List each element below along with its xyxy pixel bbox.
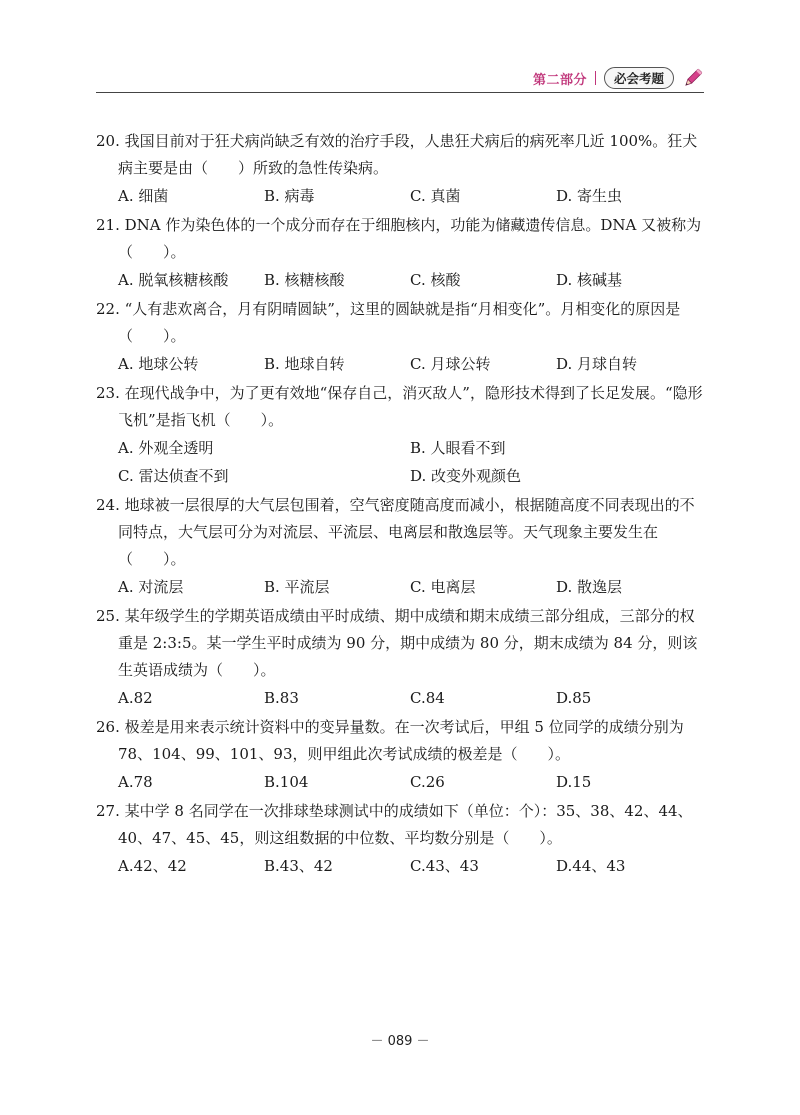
option-b: B. 平流层 xyxy=(264,578,330,596)
option-a: A.42、42 xyxy=(118,857,187,875)
option-b: B.43、42 xyxy=(264,857,333,875)
option-d: D.15 xyxy=(556,773,592,791)
question-26 xyxy=(96,714,708,796)
option-a: A. 外观全透明 xyxy=(118,439,214,457)
question-stem: 23. 在现代战争中，为了更有效地“保存自己，消灭敌人”，隐形技术得到了长足发展。“隐形飞机”是指飞机（ ）。 xyxy=(96,384,703,429)
option-a: A.82 xyxy=(118,689,153,707)
option-d: D. 月球自转 xyxy=(556,355,638,373)
options-row xyxy=(96,852,708,880)
option-d: D. 散逸层 xyxy=(556,578,623,596)
option-c: C. 真菌 xyxy=(410,187,461,205)
option-c: C. 雷达侦查不到 xyxy=(118,467,229,485)
header-divider xyxy=(595,71,596,85)
option-d: D.44、43 xyxy=(556,857,626,875)
option-d: D. 核碱基 xyxy=(556,271,623,289)
question-stem: 27. 某中学 8 名同学在一次排球垫球测试中的成绩如下（单位：个）：35、38、42、44、40、47、45、45，则这组数据的中位数、平均数分别是（ ）。 xyxy=(96,802,693,847)
question-27 xyxy=(96,798,708,880)
question-list xyxy=(96,128,708,882)
option-b: B. 人眼看不到 xyxy=(410,439,506,457)
question-stem: 21. DNA 作为染色体的一个成分而存在于细胞核内，功能为储藏遗传信息。DNA 又被称为（ ）。 xyxy=(96,216,702,261)
options-row xyxy=(96,573,708,601)
option-d: D.85 xyxy=(556,689,592,707)
question-21 xyxy=(96,212,708,294)
question-stem: 26. 极差是用来表示统计资料中的变异量数。在一次考试后，甲组 5 位同学的成绩分别为 78、104、99、101、93，则甲组此次考试成绩的极差是（ ）。 xyxy=(96,718,684,763)
option-c: C.43、43 xyxy=(410,857,479,875)
question-24 xyxy=(96,492,708,601)
option-d: D. 改变外观颜色 xyxy=(410,467,522,485)
question-23 xyxy=(96,380,708,490)
option-a: A.78 xyxy=(118,773,153,791)
option-a: A. 对流层 xyxy=(118,578,184,596)
question-25 xyxy=(96,603,708,712)
option-b: B. 核糖核酸 xyxy=(264,271,345,289)
question-stem: 24. 地球被一层很厚的大气层包围着，空气密度随高度而减小，根据随高度不同表现出的不同特点，大气层可分为对流层、平流层、电离层和散逸层等。天气现象主要发生在（ ）。 xyxy=(96,496,695,568)
section-label: 第二部分 xyxy=(532,72,587,88)
option-a: A. 脱氧核糖核酸 xyxy=(118,271,229,289)
option-a: A. 地球公转 xyxy=(118,355,199,373)
option-a: A. 细菌 xyxy=(118,187,169,205)
option-c: C. 月球公转 xyxy=(410,355,491,373)
option-d: D. 寄生虫 xyxy=(556,187,623,205)
option-b: B. 地球自转 xyxy=(264,355,345,373)
question-22 xyxy=(96,296,708,378)
question-20 xyxy=(96,128,708,210)
page-header xyxy=(96,66,704,93)
option-b: B. 病毒 xyxy=(264,187,315,205)
pencil-icon xyxy=(682,67,704,89)
options-row xyxy=(96,350,708,378)
options-row xyxy=(96,266,708,294)
option-c: C.84 xyxy=(410,689,445,707)
question-stem: 25. 某年级学生的学期英语成绩由平时成绩、期中成绩和期末成绩三部分组成，三部分的权重是 2:3:5。某一学生平时成绩为 90 分，期中成绩为 80 分，期末成绩为 84 分，则该生英语成绩为（ ）。 xyxy=(96,607,698,679)
page-number: － 089 － xyxy=(370,1034,430,1049)
option-c: C.26 xyxy=(410,773,445,791)
options-row xyxy=(96,768,708,796)
options-row xyxy=(96,684,708,712)
question-stem: 20. 我国目前对于狂犬病尚缺乏有效的治疗手段，人患狂犬病后的病死率几近 100%。狂犬病主要是由（ ）所致的急性传染病。 xyxy=(96,132,698,177)
option-c: C. 核酸 xyxy=(410,271,461,289)
options-row xyxy=(96,182,708,210)
question-stem: 22. “人有悲欢离合，月有阴晴圆缺”，这里的圆缺就是指“月相变化”。月相变化的原因是（ ）。 xyxy=(96,300,681,345)
option-b: B.104 xyxy=(264,773,309,791)
category-badge: 必会考题 xyxy=(604,67,674,89)
option-b: B.83 xyxy=(264,689,299,707)
option-c: C. 电离层 xyxy=(410,578,476,596)
options-grid xyxy=(96,434,708,490)
